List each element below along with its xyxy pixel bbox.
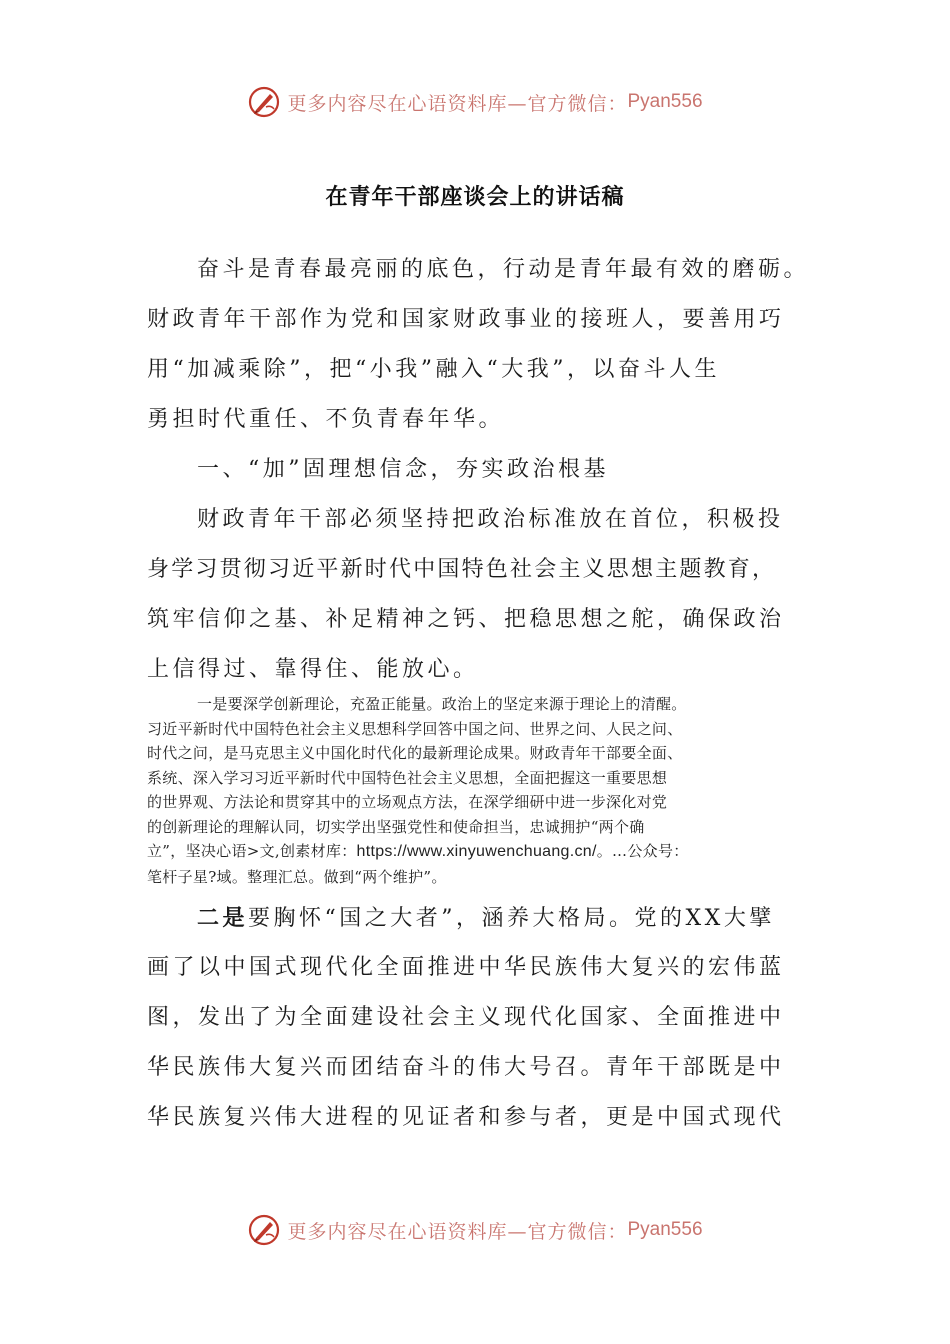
small-line-7-prefix: 立”，坚决心语>文,创素材库： [147, 842, 357, 860]
watermark-banner-top [0, 82, 950, 122]
small-line-6: 的创新理论的理解认同，切实学出坚强党性和使命担当，忠诚拥护“两个确 [147, 817, 645, 836]
watermark-banner-bottom [0, 1210, 950, 1250]
point2-line-4: 华民族伟大复兴而团结奋斗的伟大号召。青年干部既是中 [147, 1055, 785, 1080]
section1-line-4: 上信得过、靠得住、能放心。 [147, 657, 479, 682]
source-url-link[interactable]: https://www.xinyuwenchuang.cn/ [356, 843, 597, 860]
section1-line-3: 筑牢信仰之基、补足精神之钙、把稳思想之舵，确保政治 [147, 607, 785, 632]
small-line-7 [147, 839, 809, 865]
small-line-8: 笔杆子星?域。整理汇总。做到“两个维护”。 [147, 867, 447, 886]
intro-line-3: 用“加减乘除”，把“小我”融入“大我”，以奋斗人生 [147, 357, 720, 382]
section1-line-1: 财政青年干部必须坚持把政治标准放在首位，积极投 [197, 507, 784, 532]
small-paragraph [147, 692, 809, 889]
point2-line-3: 图，发出了为全面建设社会主义现代化国家、全面推进中 [147, 1005, 785, 1030]
section1-heading: 一、“加”固理想信念，夯实政治根基 [197, 457, 609, 482]
small-line-2: 习近平新时代中国特色社会主义思想科学回答中国之问、世界之问、人民之问、 [147, 719, 683, 738]
page-title: 在青年干部座谈会上的讲话稿 [325, 185, 625, 210]
point2-line-1-rest: 要胸怀“国之大者”，涵养大格局。党的XX大擘 [248, 906, 775, 931]
point2-line-1 [197, 903, 857, 934]
intro-line-4: 勇担时代重任、不负青春年华。 [147, 407, 505, 432]
watermark-text: 更多内容尽在心语资料库—官方微信： [287, 92, 628, 115]
small-line-4: 系统、深入学习习近平新时代中国特色社会主义思想，全面把握这一重要思想 [147, 768, 668, 787]
small-line-5: 的世界观、方法论和贯穿其中的立场观点方法，在深学细研中进一步深化对党 [147, 793, 668, 811]
pen-logo-icon [247, 85, 281, 119]
pen-logo-icon [247, 1213, 281, 1247]
small-line-1: 一是要深学创新理论，充盈正能量。政治上的坚定来源于理论上的清醒。 [197, 695, 687, 713]
intro-line-2: 财政青年干部作为党和国家财政事业的接班人，要善用巧 [147, 307, 785, 332]
small-line-3: 时代之问，是马克思主义中国化时代化的最新理论成果。财政青年干部要全面、 [147, 744, 683, 762]
point2-label: 二是 [197, 905, 249, 931]
small-line-7-suffix: 。…公众号： [596, 842, 689, 860]
intro-line-1: 奋斗是青春最亮丽的底色，行动是青年最有效的磨砺。 [197, 257, 810, 282]
section1-line-2: 身学习贯彻习近平新时代中国特色社会主义思想主题教育， [147, 557, 777, 582]
watermark-id: Pyan556 [627, 1219, 703, 1240]
watermark-text: 更多内容尽在心语资料库—官方微信： [287, 1220, 628, 1243]
point2-line-5: 华民族复兴伟大进程的见证者和参与者，更是中国式现代 [147, 1105, 785, 1130]
watermark-id: Pyan556 [627, 91, 703, 112]
point2-line-2: 画了以中国式现代化全面推进中华民族伟大复兴的宏伟蓝 [147, 955, 785, 980]
